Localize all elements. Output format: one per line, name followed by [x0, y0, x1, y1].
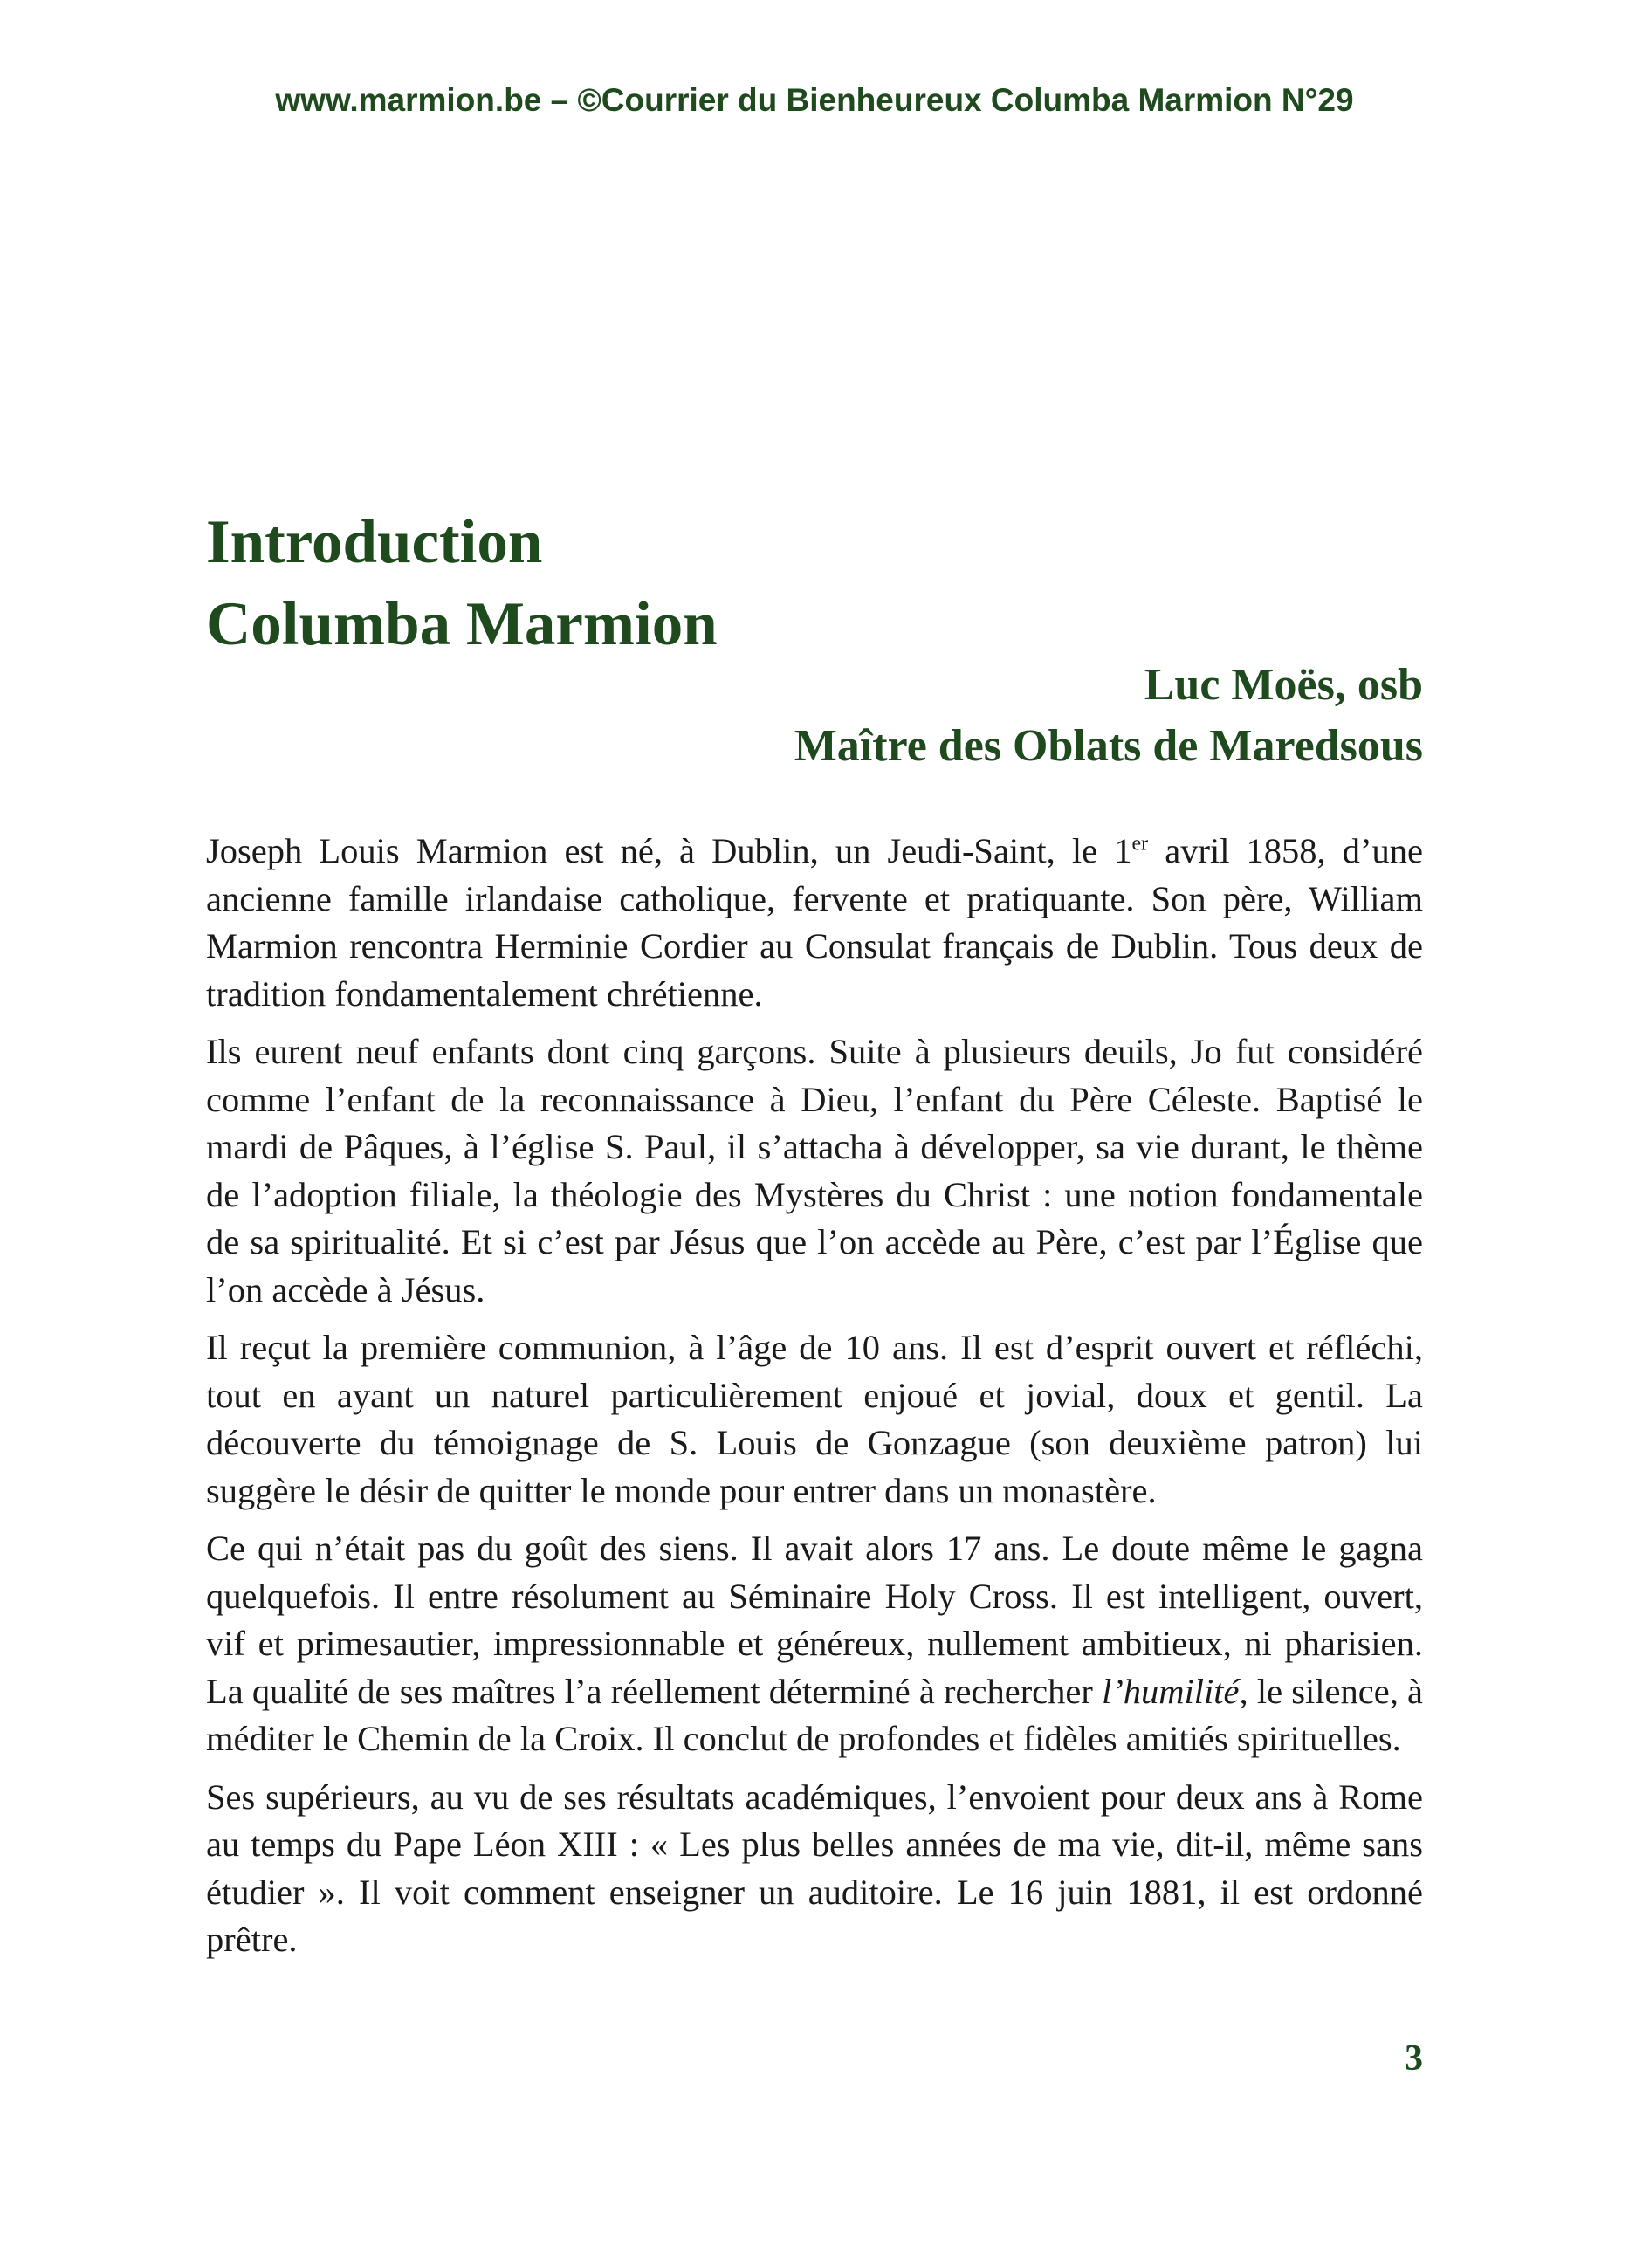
- author-role: Maître des Oblats de Maredsous: [794, 721, 1423, 771]
- article-body: [206, 828, 1423, 1975]
- paragraph-4-emphasis: l’humilité: [1102, 1671, 1240, 1711]
- author-name: Luc Moës, osb: [1144, 660, 1423, 710]
- paragraph-5: Ses supérieurs, au vu de ses résultats académiques, l’envoient pour deux ans à Rome au temps du Pape Léon XIII : « Les plus belles années de ma vie, dit-il, même sans étudier ». Il voit comment enseigner un auditoire. Le 16 juin 1881, il est ordonné prêtre.: [206, 1777, 1423, 1959]
- page-number: 3: [1405, 2038, 1423, 2079]
- paragraph-4-text-b: , le silence, à méditer le Chemin de la Croix. Il conclut de profondes et fidèles amitiés spirituelles.: [206, 1671, 1423, 1758]
- running-header: www.marmion.be – ©Courrier du Bienheureux Columba Marmion N°29: [275, 82, 1354, 118]
- author-block: [794, 655, 1423, 777]
- paragraph-3: Il reçut la première communion, à l’âge de 10 ans. Il est d’esprit ouvert et réfléchi, tout en ayant un naturel particulièrement enjoué et jovial, doux et gentil. La découverte du témoignage de S. Louis de Gonzague (son deuxième patron) lui suggère le désir de quitter le monde pour entrer dans un monastère.: [206, 1328, 1423, 1510]
- title-line-2: Columba Marmion: [206, 590, 718, 658]
- article-title: [206, 501, 1423, 665]
- paragraph-4: [206, 1525, 1423, 1763]
- paragraph-1: [206, 828, 1423, 1018]
- title-line-1: Introduction: [206, 508, 543, 576]
- paragraph-4-text-a: Ce qui n’était pas du goût des siens. Il avait alors 17 ans. Le doute même le gagna quelquefois. Il entre résolument au Séminaire Holy Cross. Il est intelligent, ouvert, vif et primesautier, impressionnable et généreux, nullement ambitieux, ni pharisien. La qualité de ses maîtres l’a réellement déterminé à rechercher: [206, 1529, 1423, 1711]
- ordinal-superscript: er: [1131, 832, 1149, 856]
- paragraph-1-text-b: avril 1858, d’une ancienne famille irlandaise catholique, fervente et pratiquante. Son père, William Marmion rencontra Herminie Cordier au Consulat français de Dublin. Tous deux de tradition fondamentalement chrétienne.: [206, 831, 1423, 1014]
- paragraph-2: Ils eurent neuf enfants dont cinq garçons. Suite à plusieurs deuils, Jo fut considéré comme l’enfant de la reconnaissance à Dieu, l’enfant du Père Céleste. Baptisé le mardi de Pâques, à l’église S. Paul, il s’attacha à développer, sa vie durant, le thème de l’adoption filiale, la théologie des Mystères du Christ : une notion fondamentale de sa spiritualité. Et si c’est par Jésus que l’on accède au Père, c’est par l’Église que l’on accède à Jésus.: [206, 1032, 1423, 1309]
- paragraph-1-text-a: Joseph Louis Marmion est né, à Dublin, un Jeudi-Saint, le 1: [206, 831, 1132, 870]
